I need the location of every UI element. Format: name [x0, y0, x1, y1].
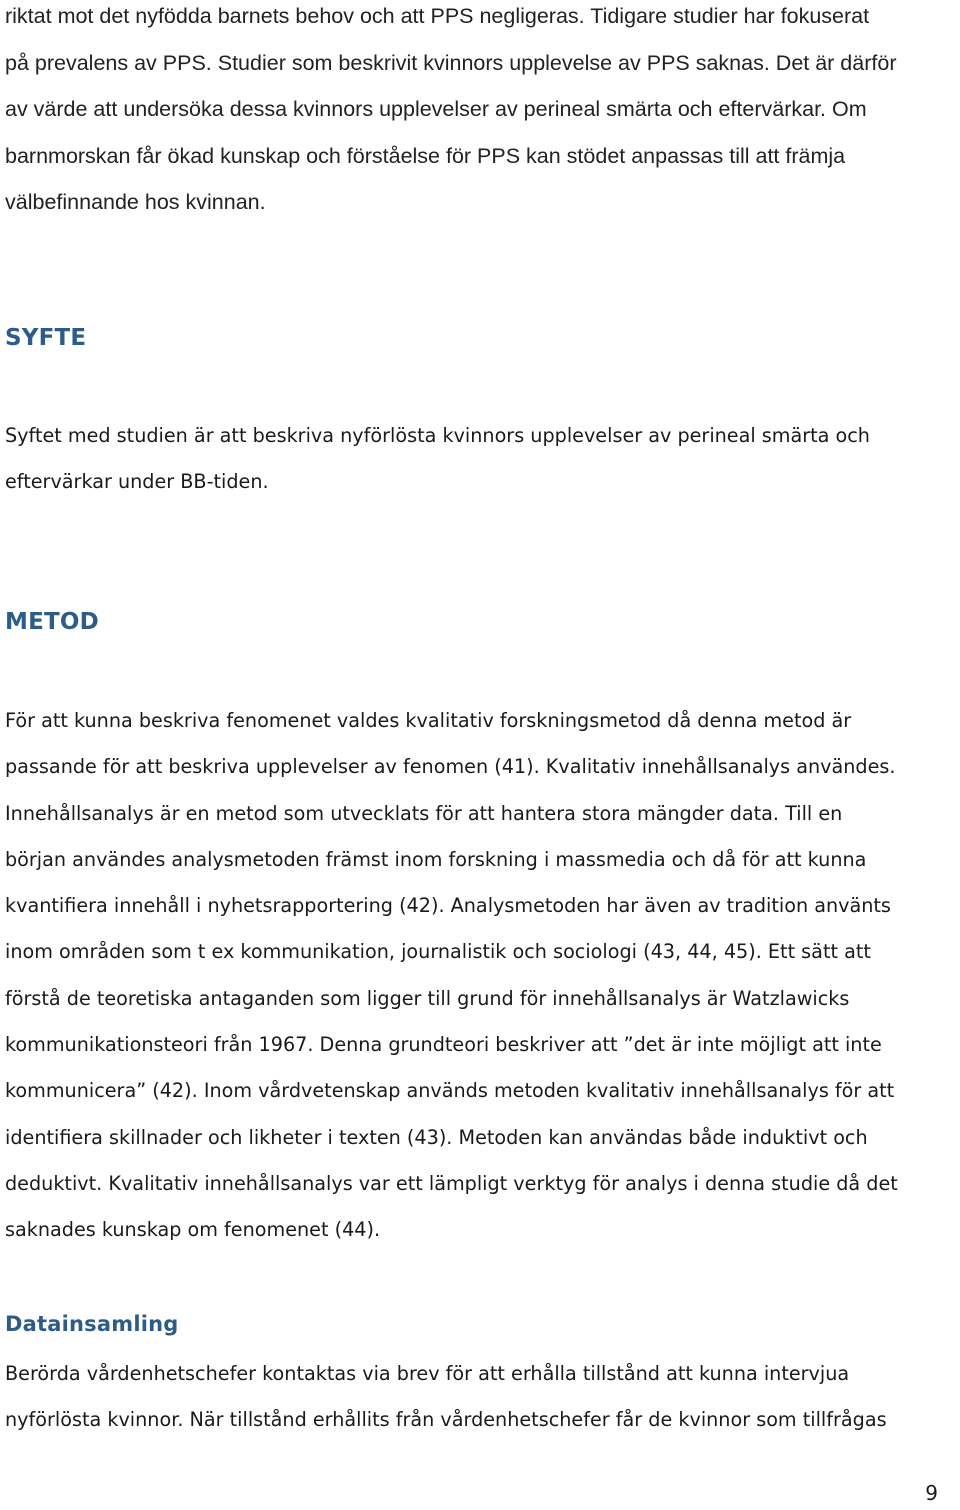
metod-line: deduktivt. Kvalitativ innehållsanalys var ett lämpligt verktyg för analys i denna studie då det: [5, 1171, 898, 1195]
metod-line: Innehållsanalys är en metod som utvecklats för att hantera stora mängder data. Till en: [5, 801, 843, 825]
metod-heading: METOD: [5, 609, 99, 635]
metod-line: kvantifiera innehåll i nyhetsrapportering (42). Analysmetoden har även av tradition använts: [5, 894, 891, 918]
intro-line: av värde att undersöka dessa kvinnors upplevelser av perineal smärta och eftervärkar. Om: [5, 97, 867, 121]
metod-line: kommunikationsteori från 1967. Denna grundteori beskriver att ”det är inte möjligt att inte: [5, 1033, 882, 1057]
intro-paragraph: [5, 0, 955, 226]
datainsamling-line: nyförlösta kvinnor. När tillstånd erhållits från vårdenhetschefer får de kvinnor som tillfrågas: [5, 1408, 887, 1432]
syfte-line: Syftet med studien är att beskriva nyförlösta kvinnors upplevelser av perineal smärta och: [5, 424, 870, 447]
syfte-paragraph: [5, 413, 955, 506]
metod-line: passande för att beskriva upplevelser av fenomen (41). Kvalitativ innehållsanalys användes.: [5, 755, 896, 779]
metod-line: förstå de teoretiska antaganden som ligger till grund för innehållsanalys är Watzlawicks: [5, 986, 850, 1010]
page-number: 9: [925, 1481, 938, 1505]
intro-line: välbefinnande hos kvinnan.: [5, 190, 266, 214]
metod-line: början användes analysmetoden främst inom forskning i massmedia och då för att kunna: [5, 847, 867, 871]
syfte-line: eftervärkar under BB-tiden.: [5, 470, 269, 494]
datainsamling-line: Berörda vårdenhetschefer kontaktas via brev för att erhålla tillstånd att kunna intervjua: [5, 1362, 850, 1385]
intro-line: på prevalens av PPS. Studier som beskrivit kvinnors upplevelse av PPS saknas. Det är därför: [5, 50, 897, 75]
syfte-heading: SYFTE: [5, 325, 87, 351]
intro-line: barnmorskan får ökad kunskap och förståelse för PPS kan stödet anpassas till att främja: [5, 143, 846, 168]
metod-line: identifiera skillnader och likheter i texten (43). Metoden kan användas både induktivt och: [5, 1125, 868, 1149]
metod-line: inom områden som t ex kommunikation, journalistik och sociologi (43, 44, 45). Ett sätt att: [5, 940, 871, 964]
metod-line: saknades kunskap om fenomenet (44).: [5, 1218, 381, 1242]
datainsamling-paragraph: [5, 1351, 955, 1444]
intro-line: riktat mot det nyfödda barnets behov och att PPS negligeras. Tidigare studier har fokuserat: [5, 4, 870, 28]
datainsamling-heading: Datainsamling: [5, 1312, 179, 1336]
metod-line: kommunicera” (42). Inom vårdvetenskap används metoden kvalitativ innehållsanalys för att: [5, 1079, 895, 1103]
metod-line: För att kunna beskriva fenomenet valdes kvalitativ forskningsmetod då denna metod är: [5, 709, 852, 732]
metod-paragraph: [5, 698, 955, 1254]
